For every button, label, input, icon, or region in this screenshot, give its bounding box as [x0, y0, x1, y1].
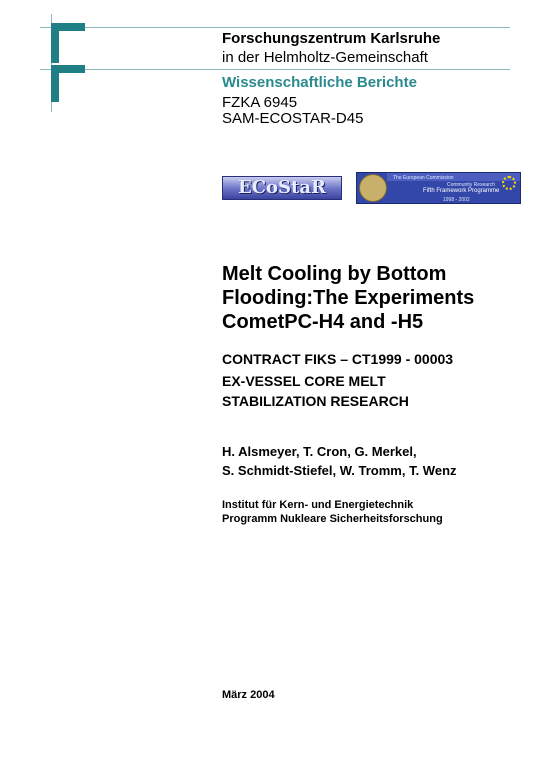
logo-bar-bottom-vertical — [51, 65, 59, 102]
ec-logo-line2: Community Research — [447, 182, 496, 188]
authors-line1: H. Alsmeyer, T. Cron, G. Merkel, — [222, 444, 417, 459]
ec-logo-line1: The European Commission — [393, 175, 454, 181]
logo-bar-top-vertical — [51, 23, 59, 63]
ec-logo-line4: 1998 - 2002 — [443, 197, 470, 203]
report-series: Wissenschaftliche Berichte — [222, 74, 417, 91]
logo-rule-top — [40, 27, 510, 28]
subtitle-line2: STABILIZATION RESEARCH — [222, 393, 409, 409]
institution-affiliation: in der Helmholtz-Gemeinschaft — [222, 49, 428, 66]
contract-number: CONTRACT FIKS – CT1999 - 00003 — [222, 351, 454, 367]
authors-line2: S. Schmidt-Stiefel, W. Tromm, T. Wenz — [222, 463, 457, 478]
european-commission-logo — [356, 172, 521, 204]
logo-rule-bottom — [40, 69, 510, 70]
report-number: FZKA 6945 — [222, 94, 298, 111]
ecostar-logo: ECoStaR — [222, 176, 342, 200]
project-code: SAM-ECOSTAR-D45 — [222, 110, 364, 127]
publication-date: März 2004 — [222, 689, 275, 701]
ec-logo-line3: Fifth Framework Programme — [423, 188, 500, 194]
eu-stars-icon — [502, 176, 516, 190]
institution-name: Forschungszentrum Karlsruhe — [222, 30, 441, 47]
institute-line1: Institut für Kern- und Energietechnik — [222, 499, 414, 511]
subtitle-line1: EX-VESSEL CORE MELT — [222, 373, 386, 389]
document-title: Melt Cooling by Bottom Flooding:The Experiments CometPC-H4 and -H5 — [222, 263, 475, 333]
ec-emblem-icon — [359, 174, 387, 202]
institute-line2: Programm Nukleare Sicherheitsforschung — [222, 513, 443, 525]
